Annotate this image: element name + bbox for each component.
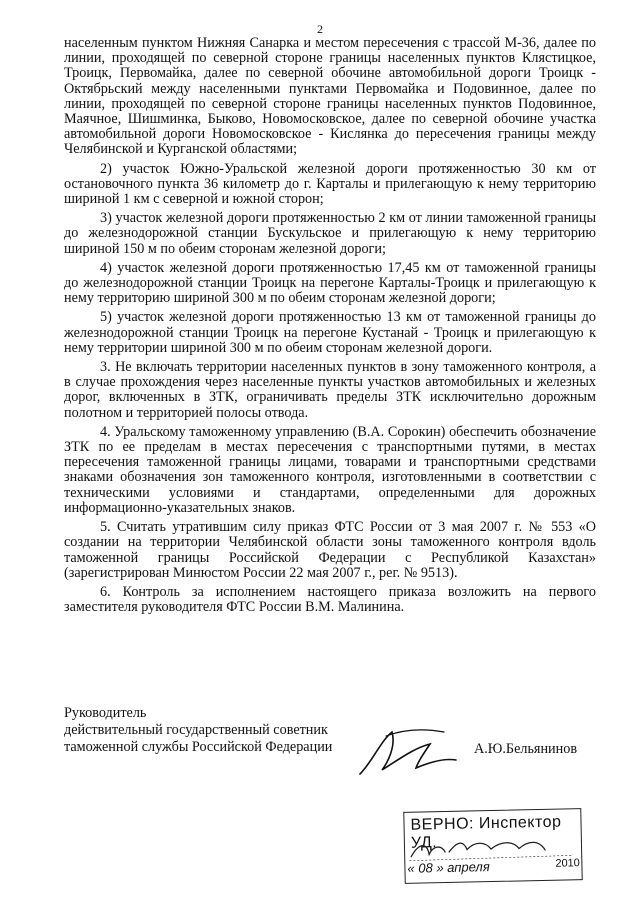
signatory-rank-line2: таможенной службы Российской Федерации	[64, 739, 333, 755]
signatory-position: Руководитель	[64, 705, 147, 721]
clause-6: 6. Контроль за исполнением настоящего приказа возложить на первого заместителя руководителя ФТС России В.М. Малинина.	[64, 583, 596, 616]
paragraph-item-2: 2) участок Южно-Уральской железной дороги протяженностью 30 км от остановочного пункта 36 километр до г. Карталы и прилегающую к нему территорию шириной 1 км с северной и южной сторон;	[64, 160, 596, 208]
page-number: 2	[317, 22, 323, 36]
certification-stamp	[403, 808, 582, 884]
clause-3: 3. Не включать территории населенных пунктов в зону таможенного контроля, а в случае прохождения через населенные пункты участков автомобильных и железных дорог, включенных в ЗТК, ограничивать пределы ЗТК исключительно дорожным полотном и территорией полосы отвода.	[64, 359, 596, 421]
stamp-title: ВЕРНО: Инспектор УД.	[410, 813, 562, 852]
paragraph-boundary-continuation: населенным пунктом Нижняя Санарка и местом пересечения с трассой М-36, далее по линии, проходящей по северной стороне границы населенных пунктов Клястицкое, Троицк, Первомайка, далее по северной обочине автомобильной дороги Троицк - Октябрьский между населенными пунктами Первомайка и Подовинное, далее по линии, проходящей по северной стороне границы населенных пунктов Подовинное, Маячное, Шишминка, Быково, Новомосковское, далее по северной обочине участка автомобильной дороги Новомосковское - Кислянка до пересечения границы между Челябинской и Курганской областями;	[64, 35, 596, 158]
handwritten-signature	[352, 722, 462, 782]
paragraph-item-3: 3) участок железной дороги протяженностью 2 км от линии таможенной границы до железнодорожной станции Бускульское и прилегающую к нему территорию шириной 150 м по обеим сторонам железной дороги;	[64, 210, 596, 257]
signatory-name: А.Ю.Бельянинов	[474, 741, 578, 757]
document-body	[64, 36, 596, 619]
paragraph-item-4: 4) участок железной дороги протяженностью 17,45 км от таможенной границы до железнодорожной станции Троицк на перегоне Карталы-Троицк и прилегающую к нему территорию шириной 300 м по обеим сторонам железной дороги;	[64, 259, 596, 307]
stamp-date: « 08 » апреля	[407, 859, 490, 876]
clause-4: 4. Уральскому таможенному управлению (В.А. Сорокин) обеспечить обозначение ЗТК по ее пределам в местах пересечения с транспортными путями, в местах пересечения таможенной границы лицами, товарами и транспортными средствами знаками обозначения зон таможенного контроля, изготовленными в соответствии с техническими условиями и стандартами, определенными для дорожных информационно-указательных знаков.	[64, 423, 596, 516]
signature-block	[64, 705, 332, 756]
stamp-year: 2010	[555, 857, 580, 870]
paragraph-item-5: 5) участок железной дороги протяженностью 13 км от таможенной границы до железнодорожной станции Троицк на перегоне Кустанай - Троицк и прилегающую к нему территории шириной 300 м по обеим сторонам железной дороги.	[64, 309, 596, 356]
signatory-rank: действительный государственный советник	[64, 722, 328, 738]
clause-5: 5. Считать утратившим силу приказ ФТС России от 3 мая 2007 г. № 553 «О создании на территории Челябинской области зоны таможенного контроля вдоль таможенной границы Российской Федерации с Республикой Казахстан» (зарегистрирован Минюстом России 22 мая 2007 г., рег. № 9513).	[64, 519, 596, 581]
